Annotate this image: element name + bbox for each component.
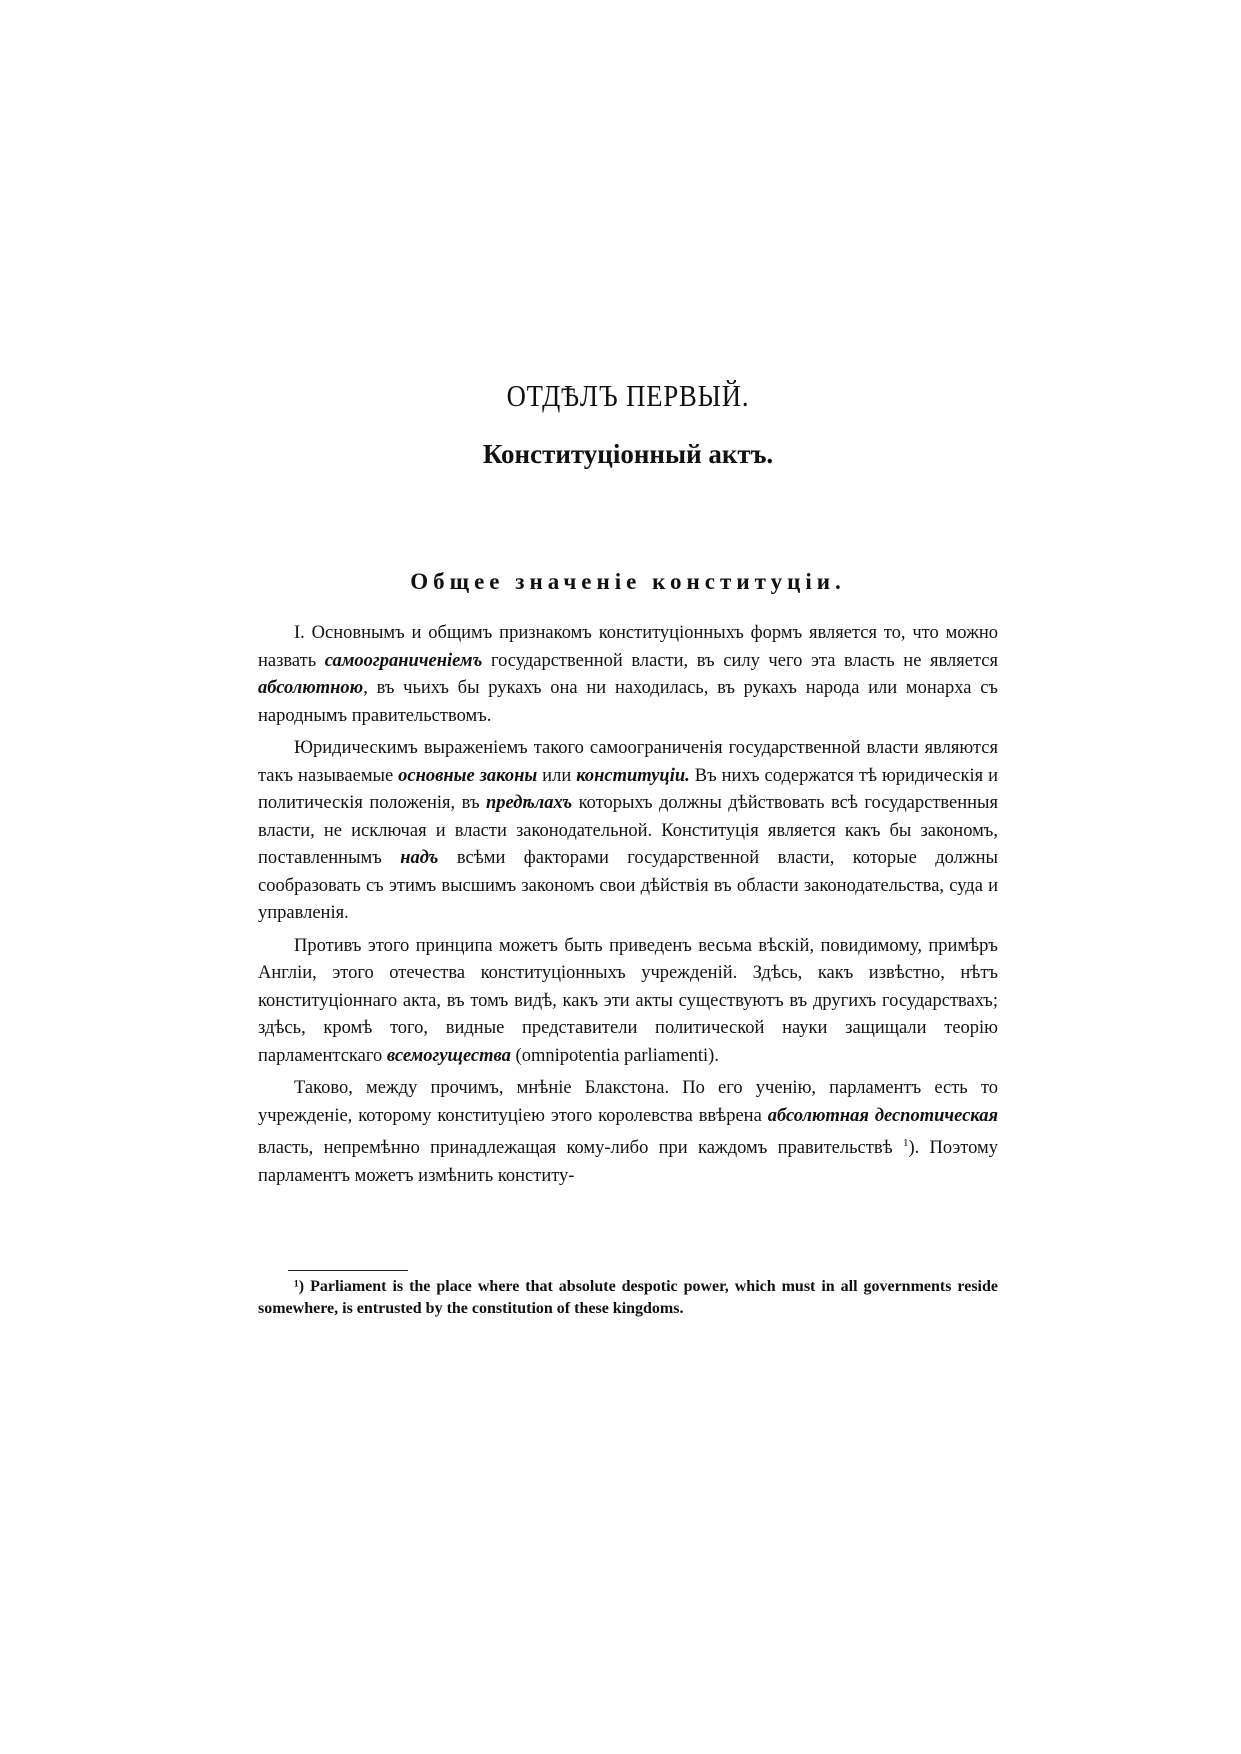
footnote-marker: 1 — [902, 1137, 909, 1149]
document-page — [258, 0, 998, 1754]
paragraph-2: Юридическимъ выраженіемъ такого самоограниченія государственной власти являются такъ называемые основные законы или конституціи. Въ нихъ содержатся тѣ юридическія и политическія положенія, въ предѣлахъ которыхъ должны дѣйствовать всѣ государственныя власти, не исключая и власти законодательной. Конституція является какъ бы закономъ, поставленнымъ надъ всѣми факторами государственной власти, которые должны сообразовать съ этимъ высшимъ закономъ свои дѣйствія въ области законодательства, суда и управленія. — [258, 738, 998, 923]
emphasis: всемогущества — [386, 1045, 511, 1066]
chapter-heading: Общее значеніе конституціи. — [410, 569, 846, 594]
paragraph-3: Противъ этого принципа можетъ быть приведенъ весьма вѣскій, повидимому, примѣръ Англіи, этого отечества конституціонныхъ учрежденій. Здѣсь, какъ извѣстно, нѣтъ конституціоннаго акта, въ томъ видѣ, какъ эти акты существуютъ въ другихъ государствахъ; здѣсь, кромѣ того, видные представители политической науки защищали теорію парламентскаго всемогущества (omnipotentia parliamenti). — [258, 935, 998, 1066]
emphasis: абсолютною — [258, 678, 364, 698]
emphasis: конституціи. — [576, 765, 690, 786]
emphasis: основные законы — [398, 765, 538, 786]
paragraph-4: Таково, между прочимъ, мнѣніе Блакстона. По его ученію, парламентъ есть то учрежденіе, которому конституціею этого королевства ввѣрена абсолютная деспотическая власть, непремѣнно принадлежащая кому-либо при каждомъ правительствѣ $^1$). Поэтому парламентъ можетъ измѣнить конститу- — [258, 1078, 999, 1186]
emphasis: надъ — [400, 848, 439, 868]
section-subtitle: Конституціонный актъ. — [482, 439, 774, 469]
footnote-divider — [288, 1270, 408, 1271]
emphasis: абсолютная деспотическая — [767, 1105, 998, 1126]
body-text — [258, 620, 998, 1195]
footnote: ¹) Parliament is the place where that absolute despotic power, which must in all governments reside somewhere, is entrusted by the constitution of these kingdoms. — [258, 1278, 998, 1317]
paragraph-1: I. Основнымъ и общимъ признакомъ конституціонныхъ формъ является то, что можно назвать самоограниченіемъ государственной власти, въ силу чего эта власть не является абсолютною, въ чьихъ бы рукахъ она ни находилась, въ рукахъ народа или монарха съ народнымъ правительствомъ. — [258, 623, 998, 726]
emphasis: самоограниченіемъ — [324, 650, 483, 671]
section-title: ОТДѢЛЪ ПЕРВЫЙ. — [506, 378, 750, 413]
emphasis: предѣлахъ — [486, 793, 573, 813]
